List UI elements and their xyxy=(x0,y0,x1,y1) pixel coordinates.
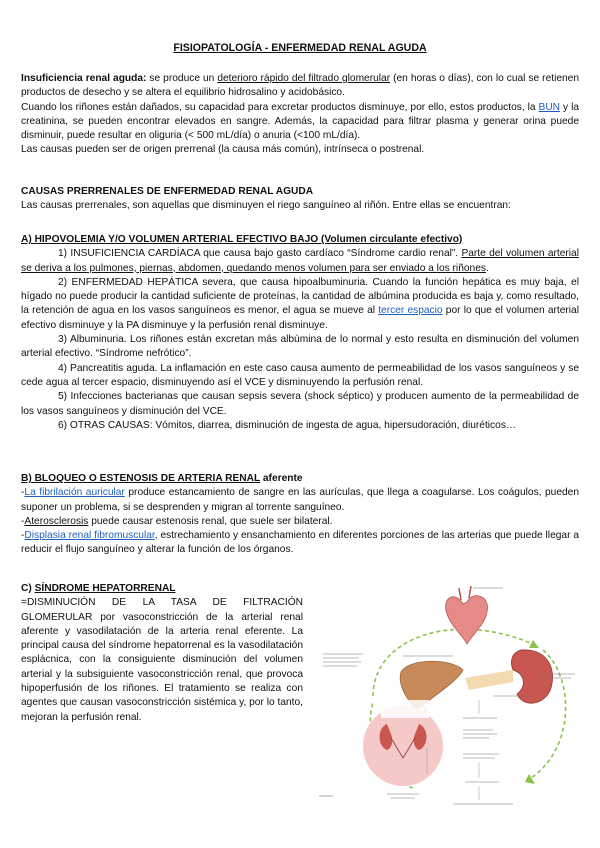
item-underlined: Parte del volumen arterial se deriva a los pulmones, piernas, abdomen, quedando menos volumen para ser enviado a los riñones xyxy=(21,248,579,274)
section-c-heading xyxy=(21,582,303,596)
prerrenal-text: Las causas prerrenales, son aquellas que disminuyen el riego sanguíneo al riñón. Entre ellas se encuentran: xyxy=(21,200,511,212)
intro-text: y la creatinina, se pueden encontrar elevados en sangre. Además, la capacidad para filtrar plasma y generar orina puede disminuir, puede resultar en oliguria (< 500 mL/día) o anuria (<100 mL/día). xyxy=(21,101,580,142)
bun-link[interactable]: BUN xyxy=(538,101,561,113)
tercer-espacio-link[interactable]: tercer espacio xyxy=(378,305,443,317)
page-title: FISIOPATOLOGÍA - ENFERMEDAD RENAL AGUDA xyxy=(173,42,427,54)
section-a-item-1 xyxy=(21,247,579,276)
section-b-item-1 xyxy=(21,486,579,515)
intro-term: Insuficiencia renal aguda: xyxy=(21,73,147,84)
intro-section xyxy=(21,72,579,158)
flow-arrow-upper xyxy=(373,629,533,696)
hepatorenal-diagram-svg xyxy=(313,578,580,818)
arrowhead-icon xyxy=(529,640,539,648)
section-a-item-5: 5) Infecciones bacterianas que causan sepsis severa (shock séptico) y producen aumento de la permeabilidad de los vasos sanguíneos y disminución del VCE. xyxy=(21,391,579,417)
heart-icon xyxy=(446,586,488,644)
item-text: puede causar estenosis renal, que suele ser bilateral. xyxy=(88,515,333,527)
dash: - xyxy=(21,515,25,527)
item-text: 2) ENFERMEDAD HEPÁTICA severa, que causa hipoalbuminuria. Cuando la función hepática es muy baja, el hígado no puede producir la cantidad suficiente de proteínas, la cantidad de albúmina producida es baja y, como resultado, la retención de agua en los vasos sanguíneos es menor, el agua se mueve al xyxy=(21,276,579,317)
item-text: produce estancamiento de sangre en las aurículas, que llega a coagularse. Los coágulos, pueden suponer un problema, si se desprenden y migran al torrente sanguíneo. xyxy=(21,487,579,513)
section-a-item-4: 4) Pancreatitis aguda. La inflamación en este caso causa aumento de permeabilidad de los vasos sanguíneos y se cede agua al tercer espacio, disminuyendo así el VCE y disminuyendo la perfusión renal. xyxy=(21,362,579,388)
intro-underlined: deterioro rápido del filtrado glomerular xyxy=(217,73,391,84)
prerrenal-section xyxy=(21,185,579,214)
aterosclerosis-term: Aterosclerosis xyxy=(24,515,89,527)
section-b-item-2 xyxy=(21,515,579,529)
intro-text: se produce un xyxy=(146,73,218,84)
section-a-item-2 xyxy=(21,276,579,333)
section-a xyxy=(21,233,579,433)
fibrilacion-link[interactable]: La fibrilación auricular xyxy=(24,487,125,499)
intro-text: Cuando los riñones están dañados, su capacidad para excretar productos disminuye, por ello, estos productos, la xyxy=(21,101,539,113)
section-c-heading-prefix: C) xyxy=(21,583,35,594)
item-text: . xyxy=(485,262,489,274)
section-b xyxy=(21,472,579,558)
section-b-item-3 xyxy=(21,529,579,558)
kidneys-circle xyxy=(363,700,443,786)
section-a-heading: A) HIPOVOLEMIA Y/O VOLUMEN ARTERIAL EFECTIVO BAJO (Volumen circulante efectivo) xyxy=(21,234,463,245)
section-b-heading-underlined: B) BLOQUEO O ESTENOSIS DE ARTERIA RENAL xyxy=(21,473,261,484)
section-c xyxy=(21,582,303,725)
item-text: , estrechamiento y ensanchamiento en diferentes porciones de las arterias que puede llegar a reducir el flujo sanguíneo y alterar la función de los órganos. xyxy=(21,530,580,556)
intro-paragraph-2 xyxy=(21,101,579,144)
kidney-icon xyxy=(465,650,553,703)
item-text: 1) INSUFICIENCIA CARDÍACA que causa bajo gasto cardíaco “Síndrome cardio renal”. xyxy=(58,248,462,260)
section-c-text: =DISMINUCIÓN DE LA TASA DE FILTRACIÓN GLOMERULAR por vasoconstricción de la arterial renal aferente y vasodilatación de la arteria renal eferente. La principal causa del síndrome hepatorrenal es la vasodilatación esplácnica, con la consiguiente disminución del volumen arterial y la subsiguiente vasoconstricción renal, que provoca hipoperfusión de los riñones. El tratamiento se realiza con agentes que causan vasoconstricción sistémica y, por lo tanto, mejoran la perfusión renal. xyxy=(21,597,303,723)
intro-paragraph-3: Las causas pueden ser de origen prerrenal (la causa más común), intrínseca o postrenal. xyxy=(21,144,425,156)
hepatorenal-diagram xyxy=(313,578,580,818)
prerrenal-heading: CAUSAS PRERRENALES DE ENFERMEDAD RENAL AGUDA xyxy=(21,186,314,197)
section-a-item-6: 6) OTRAS CAUSAS: Vómitos, diarrea, disminución de ingesta de agua, hipersudoración, diuréticos… xyxy=(58,419,517,431)
intro-paragraph-1 xyxy=(21,72,579,101)
intro-text: (en horas o días), con lo cual se retienen productos de desecho y se altera el equilibrio hidrosalino y acidobásico. xyxy=(21,73,579,99)
displasia-link[interactable]: Displasia renal fibromuscular xyxy=(24,530,155,542)
dash: - xyxy=(21,487,25,499)
section-b-heading-rest: aferente xyxy=(260,473,303,484)
section-a-item-3: 3) Albuminuria. Los riñones están excretan más albúmina de lo normal y esto resulta en disminución del volumen arterial efectivo. “Síndrome nefrótico”. xyxy=(21,334,579,360)
dash: - xyxy=(21,530,25,542)
section-b-heading xyxy=(21,472,579,486)
item-text: por lo que el volumen arterial efectivo disminuye y la PA disminuye y la perfusión renal disminuye. xyxy=(21,305,579,331)
section-c-heading-underlined: SÍNDROME HEPATORRENAL xyxy=(34,583,176,594)
